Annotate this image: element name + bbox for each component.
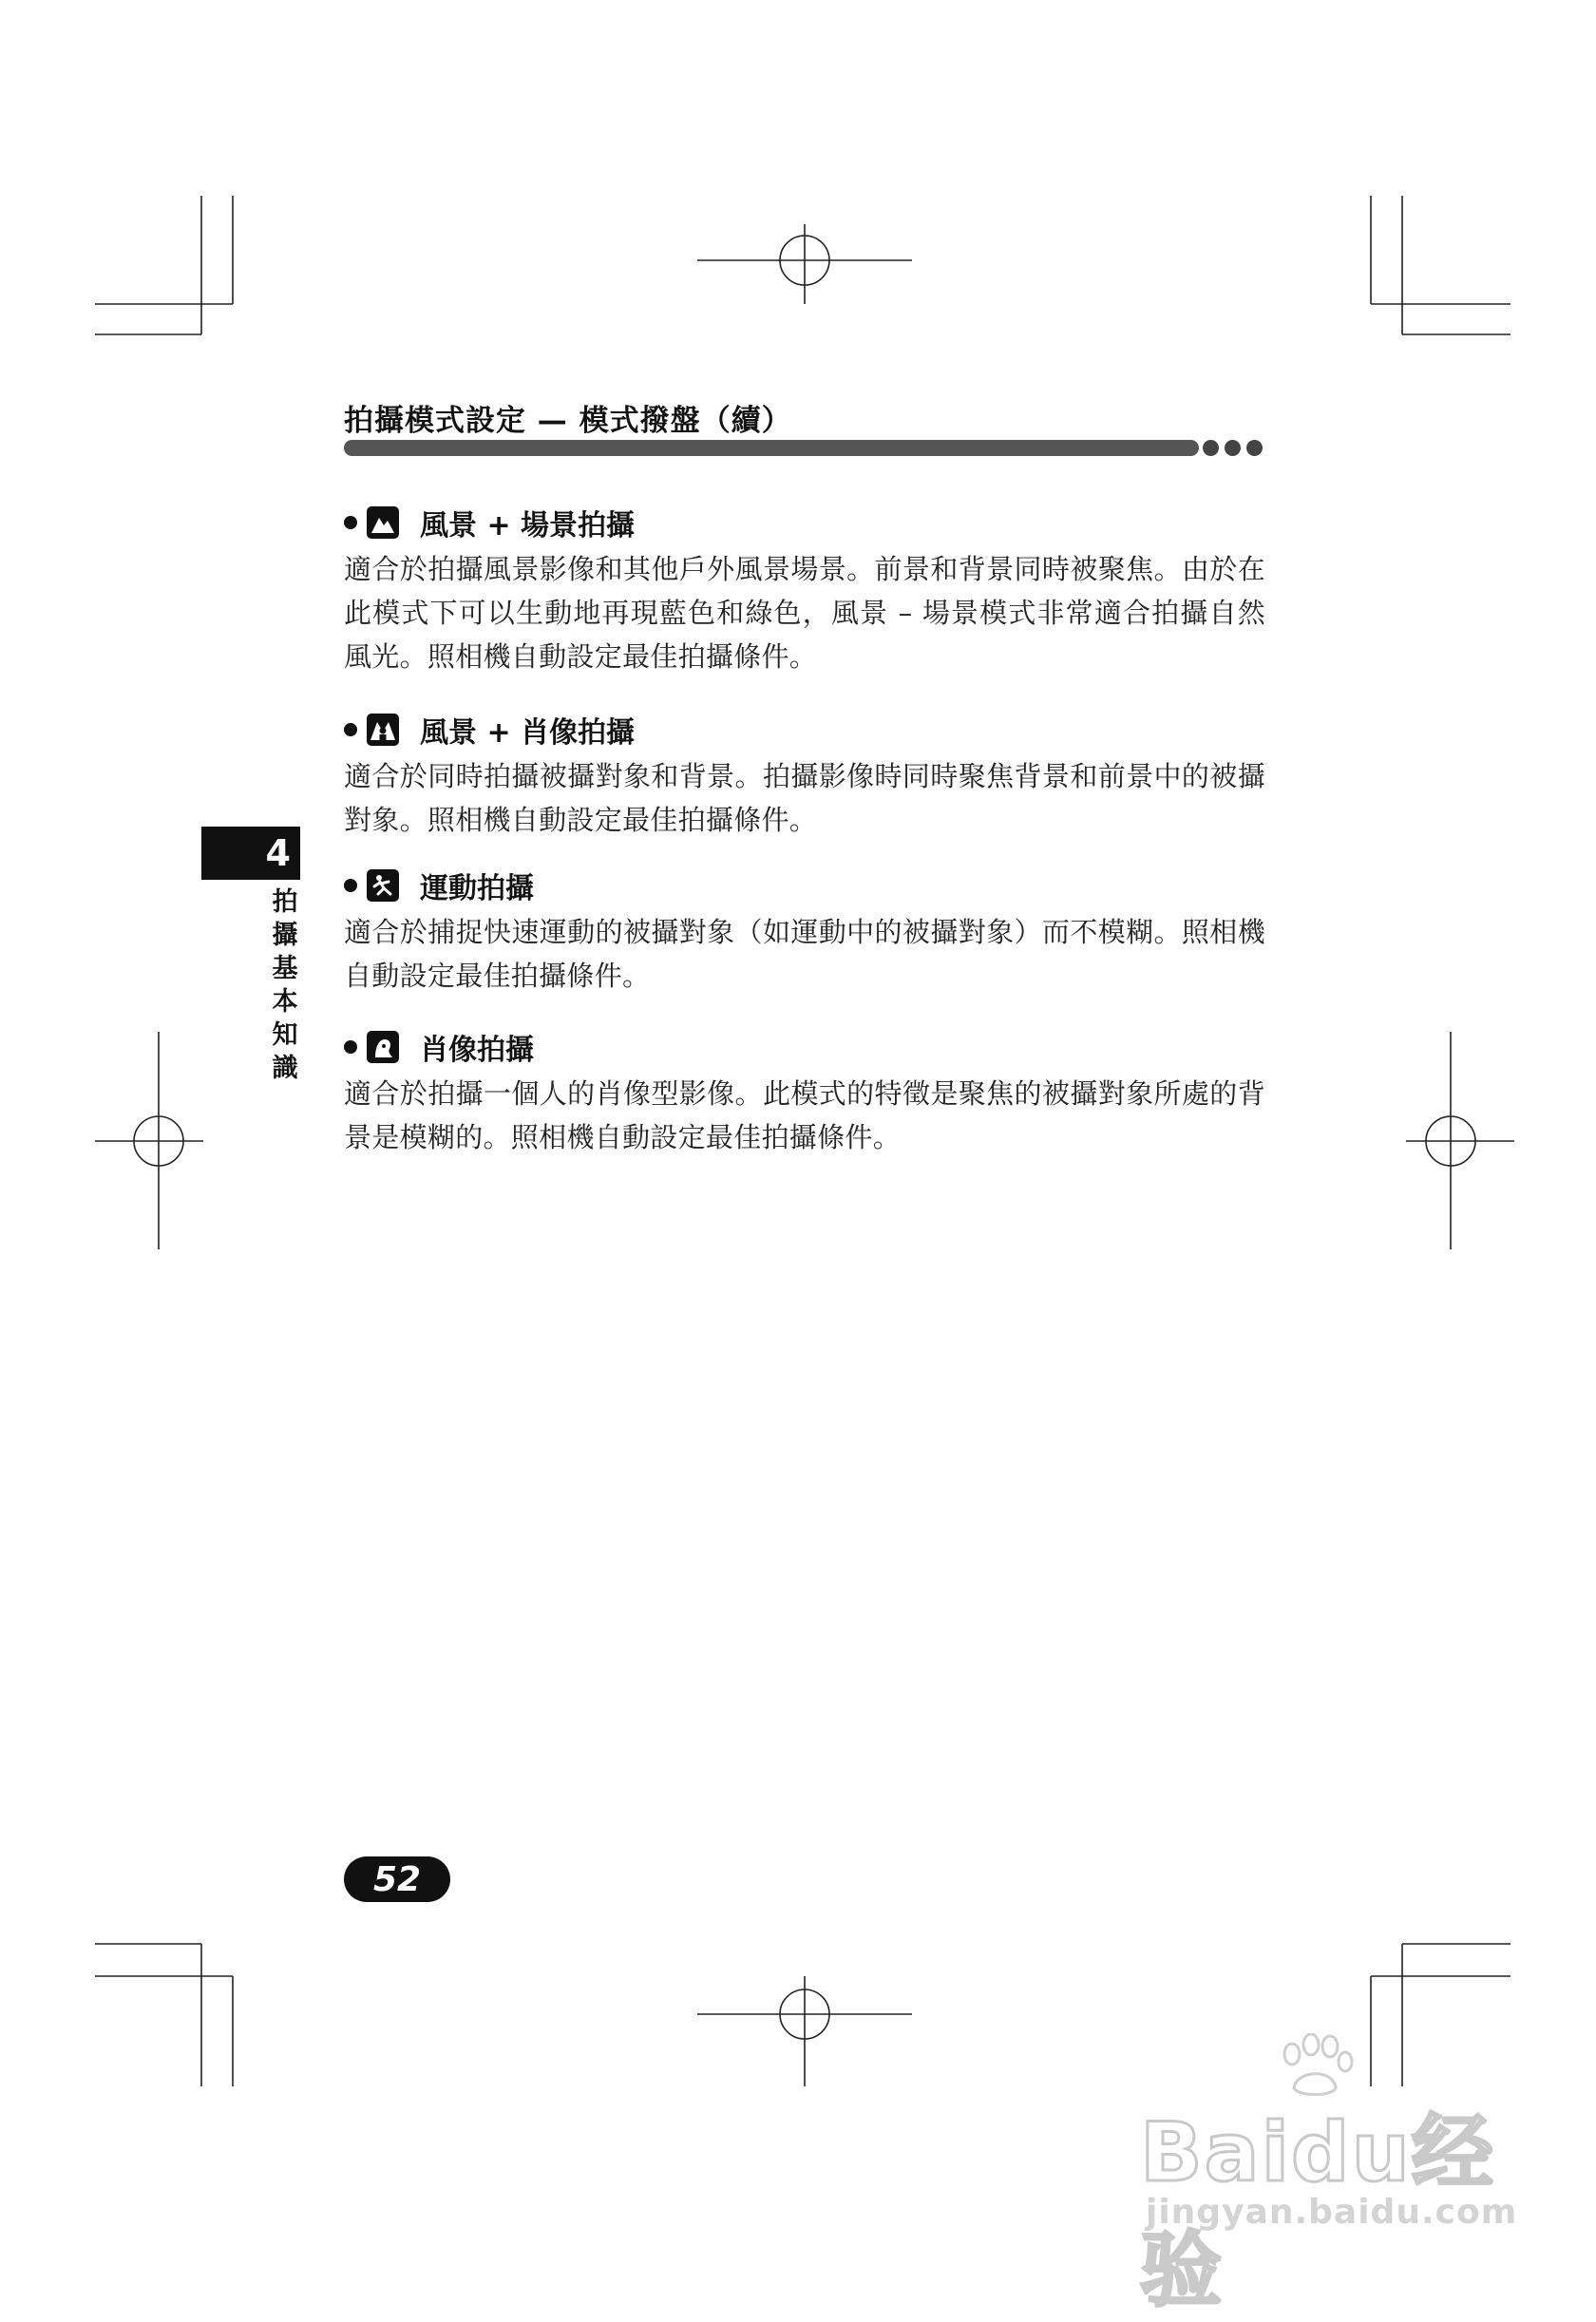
bullet: [344, 879, 357, 892]
section-portrait: [344, 1026, 1265, 1159]
bullet: [344, 516, 357, 529]
watermark: [1140, 2033, 1548, 2318]
section-body: 適合於同時拍攝被攝對象和背景。拍攝影像時同時聚焦背景和前景中的被攝對象。照相機自動設定最佳拍攝條件。: [344, 760, 1265, 836]
bullet: [344, 1040, 357, 1054]
section-body: 適合於捕捉快速運動的被攝對象（如運動中的被攝對象）而不模糊。照相機自動設定最佳拍攝條件。: [344, 916, 1265, 992]
sports-icon: [367, 869, 399, 902]
section-title: 風景 + 肖像拍攝: [420, 716, 636, 750]
landscape-portrait-icon: [367, 714, 399, 746]
section-body: 適合於拍攝一個人的肖像型影像。此模式的特徵是聚焦的被攝對象所處的背景是模糊的。照相機自動設定最佳拍攝條件。: [344, 1077, 1265, 1153]
section-title: 運動拍攝: [420, 872, 534, 905]
section-sports: [344, 865, 1265, 998]
section-landscape-portrait: [344, 709, 1265, 842]
chapter-label: 拍 攝 基 本 知 識: [272, 887, 298, 1083]
section-landscape-scene: [344, 502, 1265, 678]
page-header-title: 拍攝模式設定 — 模式撥盤（續）: [344, 404, 792, 438]
watermark-brand: Baidu经验: [1140, 2105, 1495, 2318]
section-title: 肖像拍攝: [420, 1034, 534, 1067]
bullet: [344, 723, 357, 736]
header-rule: [344, 440, 1199, 456]
section-body: 適合於拍攝風景影像和其他戶外風景場景。前景和背景同時被聚焦。由於在此模式下可以生動地再現藍色和綠色，風景 – 場景模式非常適合拍攝自然風光。照相機自動設定最佳拍攝條件。: [344, 553, 1265, 673]
section-title: 風景 + 場景拍攝: [420, 509, 636, 542]
portrait-icon: [367, 1031, 399, 1063]
watermark-url: jingyan.baidu.com: [1146, 2193, 1518, 2232]
landscape-scene-icon: [367, 506, 399, 539]
header-dots: [1203, 440, 1263, 456]
chapter-tab: 4: [201, 827, 300, 880]
page-number: 52: [344, 1856, 450, 1902]
